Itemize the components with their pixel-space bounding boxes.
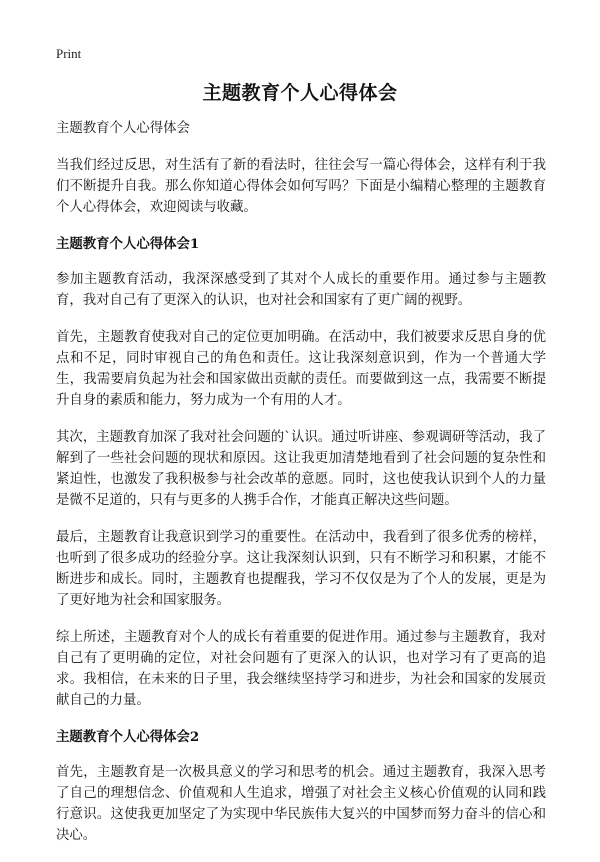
page-title: 主题教育个人心得体会	[202, 82, 398, 104]
article-subtitle: 主题教育个人心得体会	[56, 121, 190, 136]
paragraph: 最后，主题教育让我意识到学习的重要性。在活动中，我看到了很多优秀的榜样，也听到了很多成功的经验分享。这让我深刻认识到，只有不断学习和积累，才能不断进步和成长。同时，主题教育也提醒我，学习不仅仅是为了个人的发展，更是为了更好地为社会和国家服务。	[56, 530, 546, 608]
paragraph: 首先，主题教育使我对自己的定位更加明确。在活动中，我们被要求反思自身的优点和不足，同时审视自己的角色和责任。这让我深刻意识到，作为一个普通大学生，我需要肩负起为社会和国家做出贡献的责任。而要做到这一点，我需要不断提升自身的素质和能力，努力成为一个有用的人才。	[56, 330, 546, 408]
intro-paragraph: 当我们经过反思，对生活有了新的看法时，往往会写一篇心得体会，这样有利于我们不断提升自我。那么你知道心得体会如何写吗？下面是小编精心整理的主题教育个人心得体会，欢迎阅读与收藏。	[56, 158, 546, 215]
paragraph: 参加主题教育活动，我深深感受到了其对个人成长的重要作用。通过参与主题教育，我对自己有了更深入的认识，也对社会和国家有了更广阔的视野。	[56, 272, 546, 308]
section-heading: 主题教育个人心得体会2	[56, 729, 200, 745]
paragraph: 其次，主题教育加深了我对社会问题的`认识。通过听讲座、参观调研等活动，我了解到了一些社会问题的现状和原因。这让我更加清楚地看到了社会问题的复杂性和紧迫性，也激发了我积极参与社会改革的意愿。同时，这也使我认识到个人的力量是微不足道的，只有与更多的人携手合作，才能真正解决这些问题。	[56, 430, 546, 508]
section-heading: 主题教育个人心得体会1	[56, 236, 200, 252]
paragraph: 综上所述，主题教育对个人的成长有着重要的促进作用。通过参与主题教育，我对自己有了更明确的定位，对社会问题有了更深入的认识，也对学习有了更高的追求。我相信，在未来的日子里，我会继续坚持学习和进步，为社会和国家的发展贡献自己的力量。	[56, 630, 546, 708]
article-body	[56, 118, 546, 862]
paragraph: 首先，主题教育是一次极具意义的学习和思考的机会。通过主题教育，我深入思考了自己的理想信念、价值观和人生追求，增强了对社会主义核心价值观的认同和践行意识。这使我更加坚定了为实现中华民族伟大复兴的中国梦而努力奋斗的信心和决心。	[56, 765, 546, 843]
print-link[interactable]: Print	[56, 46, 82, 61]
